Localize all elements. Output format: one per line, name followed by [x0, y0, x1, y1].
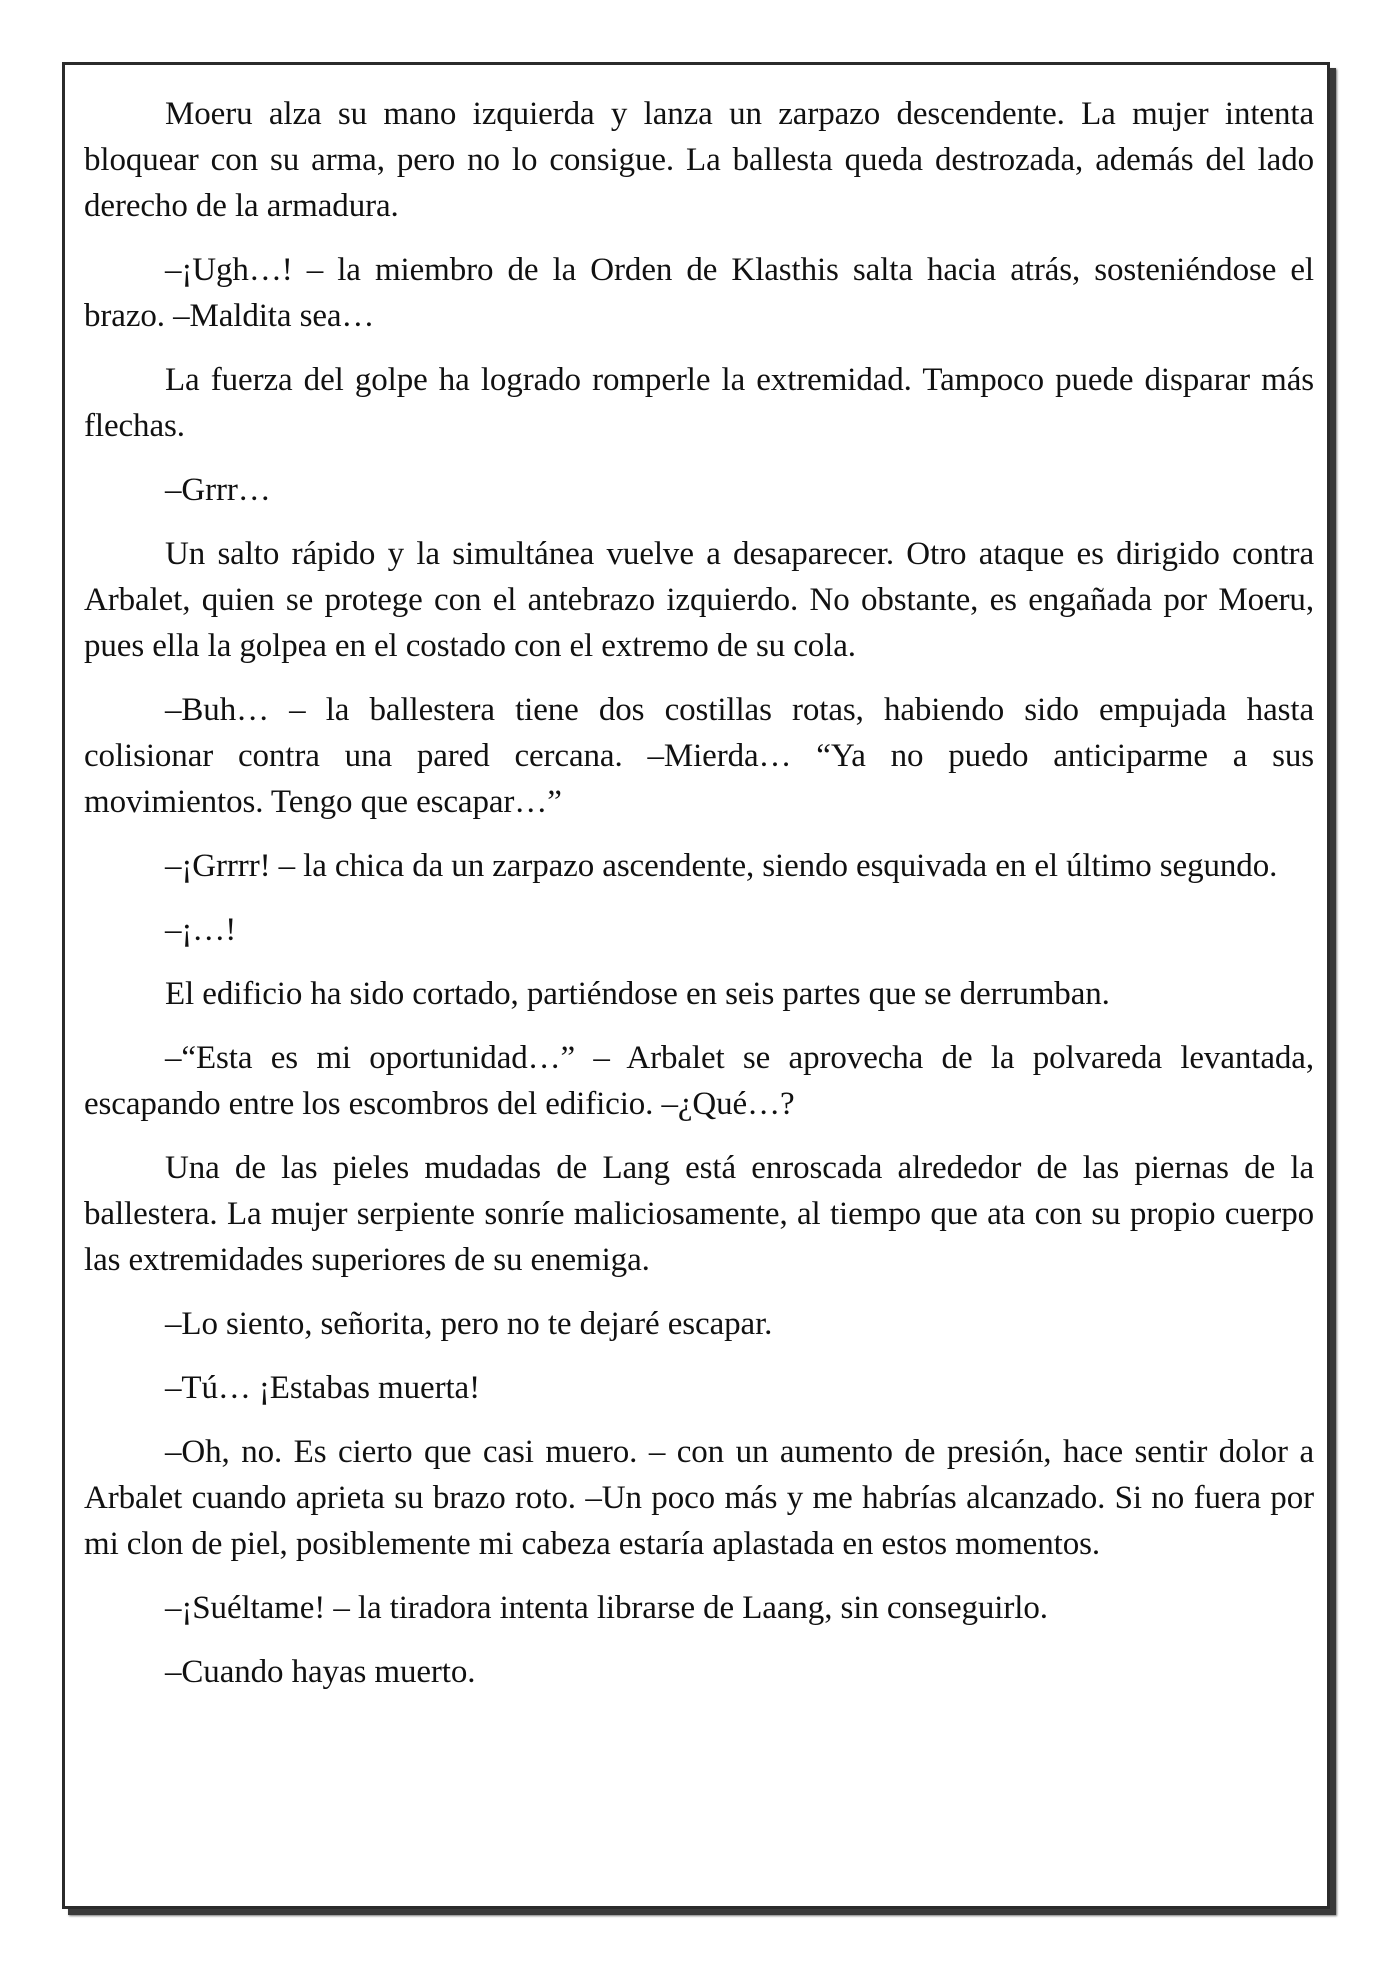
paragraph: –“Esta es mi oportunidad…” – Arbalet se aprovecha de la polvareda levantada, escapando entre los escombros del edificio. –¿Qué…?	[84, 1040, 1314, 1122]
paragraph: –Lo siento, señorita, pero no te dejaré escapar.	[165, 1306, 773, 1342]
paragraph: Una de las pieles mudadas de Lang está enroscada alrededor de las piernas de la ballestera. La mujer serpiente sonríe maliciosamente, al tiempo que ata con su propio cuerpo las extremidades superiores de su enemiga.	[84, 1150, 1314, 1278]
paragraph: Moeru alza su mano izquierda y lanza un zarpazo descendente. La mujer intenta bloquear con su arma, pero no lo consigue. La ballesta queda destrozada, además del lado derecho de la armadura.	[84, 96, 1314, 224]
paragraph: –Grrr…	[165, 472, 271, 508]
paragraph: –Oh, no. Es cierto que casi muero. – con un aumento de presión, hace sentir dolor a Arbalet cuando aprieta su brazo roto. –Un poco más y me habrías alcanzado. Si no fuera por mi clon de piel, posiblemente mi cabeza estaría aplastada en estos momentos.	[84, 1434, 1314, 1562]
paragraph: –¡…!	[165, 912, 237, 948]
paragraph: –Buh… – la ballestera tiene dos costillas rotas, habiendo sido empujada hasta colisionar contra una pared cercana. –Mierda… “Ya no puedo anticiparme a sus movimientos. Tengo que escapar…”	[84, 692, 1314, 820]
page-frame	[62, 62, 1330, 1909]
paragraph: –¡Ugh…! – la miembro de la Orden de Klasthis salta hacia atrás, sosteniéndose el brazo. –Maldita sea…	[84, 252, 1314, 334]
paragraph: La fuerza del golpe ha logrado romperle la extremidad. Tampoco puede disparar más flechas.	[84, 362, 1314, 444]
paragraph: –Cuando hayas muerto.	[165, 1654, 476, 1690]
paragraph: –¡Suéltame! – la tiradora intenta librarse de Laang, sin conseguirlo.	[165, 1590, 1048, 1626]
text-body	[84, 91, 1314, 1713]
paragraph: Un salto rápido y la simultánea vuelve a desaparecer. Otro ataque es dirigido contra Arbalet, quien se protege con el antebrazo izquierdo. No obstante, es engañada por Moeru, pues ella la golpea en el costado con el extremo de su cola.	[84, 536, 1314, 664]
paragraph: –Tú… ¡Estabas muerta!	[165, 1370, 480, 1406]
paragraph: El edificio ha sido cortado, partiéndose en seis partes que se derrumban.	[165, 976, 1110, 1012]
paragraph: –¡Grrrr! – la chica da un zarpazo ascendente, siendo esquivada en el último segundo.	[165, 848, 1278, 884]
